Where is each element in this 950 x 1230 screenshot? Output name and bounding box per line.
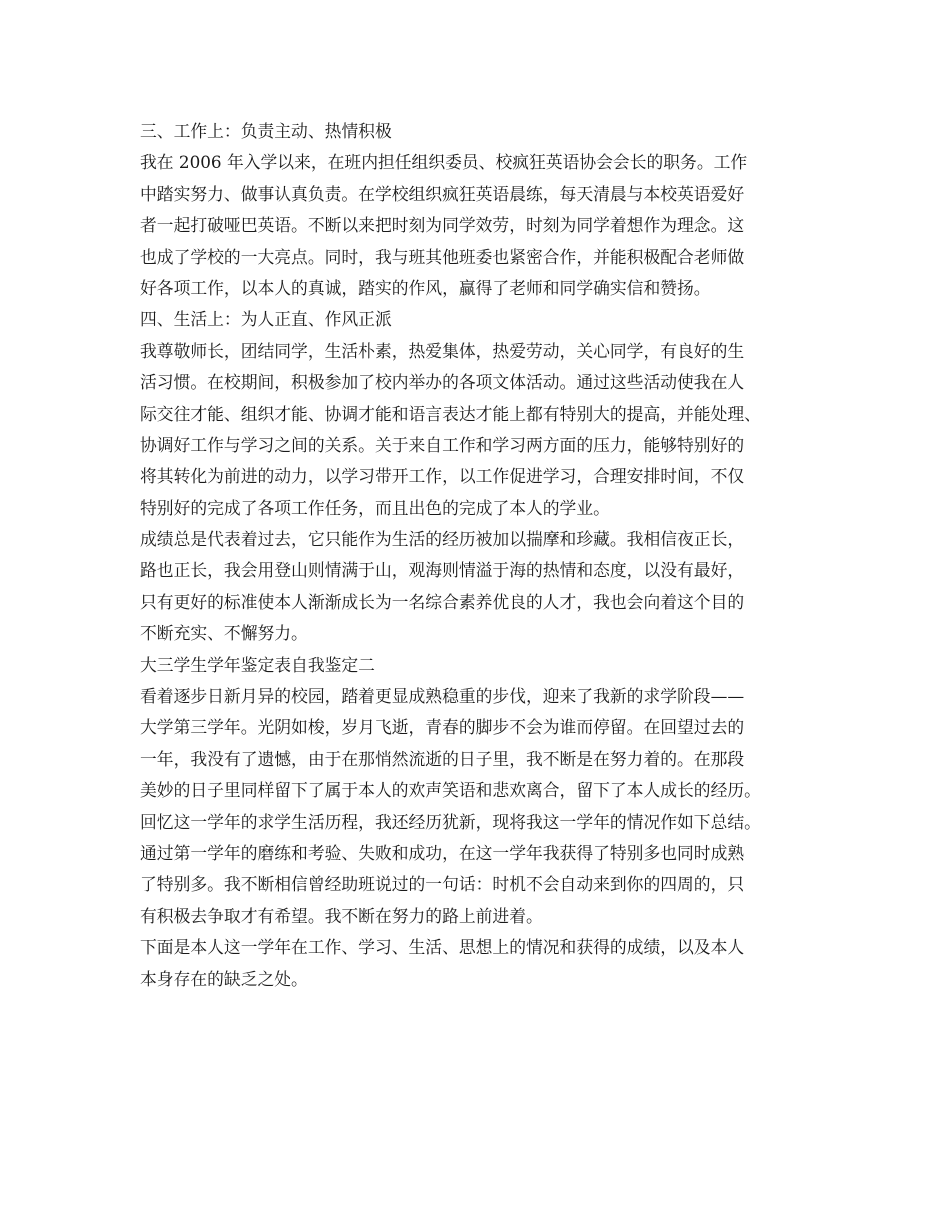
text-line: 我在 2006 年入学以来，在班内担任组织委员、校疯狂英语协会会长的职务。工作 xyxy=(140,152,748,173)
section-heading-self-evaluation-two: 大三学生学年鉴定表自我鉴定二 xyxy=(140,654,375,675)
text-line: 将其转化为前进的动力，以学习带开工作，以工作促进学习，合理安排时间，不仅 xyxy=(140,466,745,487)
text-line: 看着逐步日新月异的校园，踏着更显成熟稳重的步伐，迎来了我新的求学阶段—— xyxy=(140,686,745,707)
text-line: 一年，我没有了遗憾，由于在那悄然流逝的日子里，我不断是在努力着的。在那段 xyxy=(140,748,745,769)
text-line: 通过第一学年的磨练和考验、失败和成功，在这一学年我获得了特别多也同时成熟 xyxy=(140,842,745,863)
text-line: 者一起打破哑巴英语。不断以来把时刻为同学效劳，时刻为同学着想作为理念。这 xyxy=(140,215,745,236)
text-line: 了特别多。我不断相信曾经助班说过的一句话：时机不会自动来到你的四周的，只 xyxy=(140,874,745,895)
text-line: 际交往才能、组织才能、协调才能和语言表达才能上都有特别大的提高，并能处理、 xyxy=(140,403,761,424)
text-line: 只有更好的标准使本人渐渐成长为一名综合素养优良的人才，我也会向着这个目的 xyxy=(140,591,745,612)
text-line: 也成了学校的一大亮点。同时，我与班其他班委也紧密合作，并能积极配合老师做 xyxy=(140,246,745,267)
text-line: 好各项工作，以本人的真诚，踏实的作风，赢得了老师和同学确实信和赞扬。 xyxy=(140,277,711,298)
text-line: 成绩总是代表着过去，它只能作为生活的经历被加以揣摩和珍藏。我相信夜正长， xyxy=(140,529,745,550)
text-line: 美妙的日子里同样留下了属于本人的欢声笑语和悲欢离合，留下了本人成长的经历。 xyxy=(140,780,761,801)
text-line: 回忆这一学年的求学生活历程，我还经历犹新，现将我这一学年的情况作如下总结。 xyxy=(140,811,761,832)
text-line: 大学第三学年。光阴如梭，岁月飞逝，青春的脚步不会为谁而停留。在回望过去的 xyxy=(140,717,745,738)
text-line: 中踏实努力、做事认真负责。在学校组织疯狂英语晨练，每天清晨与本校英语爱好 xyxy=(140,183,745,204)
text-line: 路也正长，我会用登山则情满于山，观海则情溢于海的热情和态度，以没有最好， xyxy=(140,560,745,581)
text-line: 本身存在的缺乏之处。 xyxy=(140,968,308,989)
document-body xyxy=(140,116,830,995)
text-line: 不断充实、不懈努力。 xyxy=(140,623,308,644)
text-line: 有积极去争取才有希望。我不断在努力的路上前进着。 xyxy=(140,905,543,926)
text-line: 我尊敬师长，团结同学，生活朴素，热爱集体，热爱劳动，关心同学，有良好的生 xyxy=(140,340,745,361)
text-line: 下面是本人这一学年在工作、学习、生活、思想上的情况和获得的成绩，以及本人 xyxy=(140,937,745,958)
section-heading-work: 三、工作上：负责主动、热情积极 xyxy=(140,121,392,141)
text-line: 协调好工作与学习之间的关系。关于来自工作和学习两方面的压力，能够特别好的 xyxy=(140,434,745,455)
text-line: 特别好的完成了各项工作任务，而且出色的完成了本人的学业。 xyxy=(140,497,610,518)
text-line: 活习惯。在校期间，积极参加了校内举办的各项文体活动。通过这些活动使我在人 xyxy=(140,372,745,393)
section-heading-life: 四、生活上：为人正直、作风正派 xyxy=(140,309,392,330)
